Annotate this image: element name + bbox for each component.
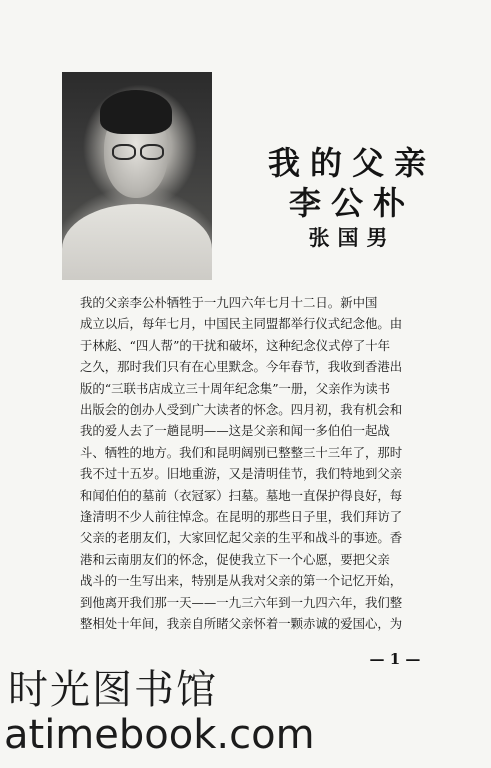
body-line: 成立以后，每年七月，中国民主同盟都举行仪式纪念他。由 [80,316,403,332]
body-line: 整相处十年间，我亲自所睹父亲怀着一颗赤诚的爱国心，为 [80,616,403,632]
portrait-hair [100,90,172,134]
body-line: 逢清明不少人前往悼念。在昆明的那些日子里，我们拜访了 [80,509,403,525]
body-line: 我的爱人去了一趟昆明——这是父亲和闻一多伯伯一起战 [80,423,390,439]
title-line-1: 我的父亲 [267,144,436,182]
body-line: 到他离开我们那一天——一九三六年到一九四六年，我们整 [80,594,403,610]
body-line: 斗、牺牲的地方。我们和昆明阔别已整整三十三年了，那时 [80,444,403,460]
portrait-shoulders [62,204,212,280]
portrait-glasses-left [112,144,136,160]
portrait-glasses-right [140,144,164,160]
body-line: 港和云南朋友们的怀念，促使我立下一个心愿，要把父亲 [80,551,390,567]
body-line: 出版会的创办人受到广大读者的怀念。四月初，我有机会和 [80,402,403,418]
watermark-url: atimebook.com [4,712,315,758]
page-number: — 1 — [369,650,421,668]
body-line: 战斗的一生写出来，特别是从我对父亲的第一个记忆开始， [80,573,403,589]
title-line-2: 李公朴 [288,184,415,222]
body-line: 我不过十五岁。旧地重游，又是清明佳节，我们特地到父亲 [80,466,403,482]
body-line: 我的父亲李公朴牺牲于一九四六年七月十二日。新中国 [80,295,378,310]
body-line: 之久，那时我们只有在心里默念。今年春节，我收到香港出 [80,359,403,375]
author-name: 张国男 [308,225,396,250]
watermark-text: 时光图书馆 [8,667,218,713]
body-line: 版的“三联书店成立三十周年纪念集”一册，父亲作为读书 [80,380,391,396]
body-text [80,292,440,635]
portrait-photo [62,72,212,280]
body-line: 父亲的老朋友们，大家回忆起父亲的生平和战斗的事迹。香 [80,530,403,546]
body-line: 于林彪、“四人帮”的干扰和破坏，这种纪念仪式停了十年 [80,337,391,353]
body-line: 和闻伯伯的墓前（衣冠冢）扫墓。墓地一直保护得良好，每 [80,487,403,503]
